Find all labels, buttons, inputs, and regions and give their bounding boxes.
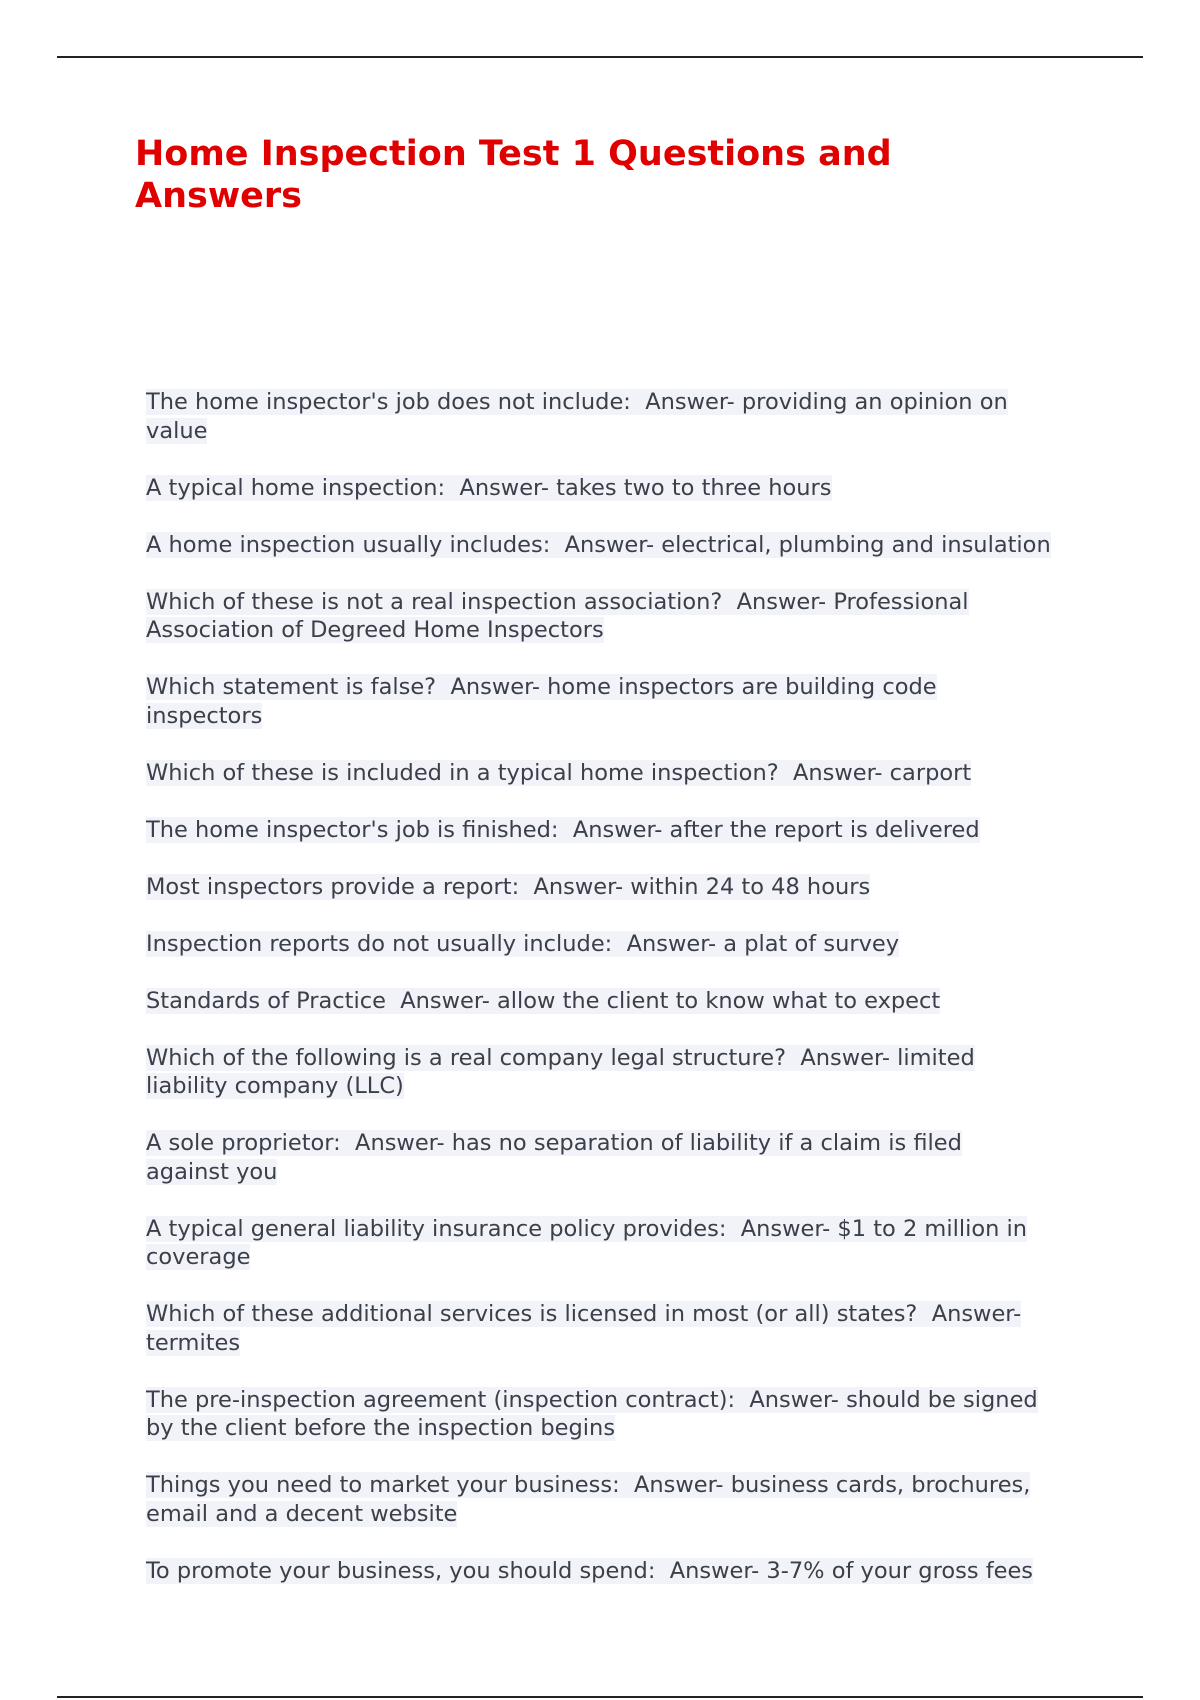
question-text: The home inspector's job is finished:: [146, 816, 559, 843]
qa-text: [146, 389, 1008, 444]
answer-text: Answer- after the report is delivered: [572, 816, 980, 843]
question-text: A sole proprietor:: [146, 1130, 341, 1156]
answer-text: Answer- termites: [146, 1301, 1022, 1356]
qa-text: [146, 817, 980, 843]
question-text: A typical general liability insurance policy provides:: [146, 1215, 727, 1242]
qa-text: [146, 589, 969, 644]
qa-text: [146, 1472, 1030, 1527]
answer-text: Answer- has no separation of liability if a claim is filed against you: [146, 1130, 962, 1185]
qa-item: [146, 1215, 1051, 1272]
question-text: Which of the following is a real company legal structure?: [146, 1044, 787, 1071]
answer-text: Answer- business cards, brochures, email and a decent website: [146, 1472, 1031, 1527]
bottom-divider: [57, 1696, 1143, 1698]
question-text: Inspection reports do not usually include:: [146, 930, 613, 957]
qa-item: [146, 588, 1051, 645]
question-text: Things you need to market your business:: [146, 1472, 620, 1498]
question-text: Which statement is false?: [146, 674, 437, 700]
qa-text: [146, 674, 937, 729]
qa-item: [146, 531, 1051, 560]
qa-item: [146, 759, 1051, 788]
qa-item: [146, 987, 1051, 1016]
qa-item: [146, 873, 1051, 902]
qa-text: [146, 760, 971, 786]
question-text: Most inspectors provide a report:: [146, 873, 520, 900]
qa-text: [146, 532, 1051, 558]
document-title: Home Inspection Test 1 Questions and Answers: [135, 134, 892, 216]
qa-item: [146, 673, 1051, 730]
answer-text: Answer- takes two to three hours: [459, 474, 832, 501]
question-text: A typical home inspection:: [146, 474, 446, 501]
answer-text: Answer- providing an opinion on value: [146, 389, 1008, 444]
qa-text: [146, 931, 899, 957]
answer-text: Answer- within 24 to 48 hours: [533, 873, 871, 900]
qa-item: [146, 474, 1051, 503]
qa-text: [146, 874, 870, 900]
question-text: Standards of Practice: [146, 987, 386, 1014]
qa-item: [146, 388, 1051, 445]
qa-text: [146, 1558, 1033, 1584]
answer-text: Answer- should be signed by the client before the inspection begins: [146, 1386, 1038, 1441]
answer-text: Answer- electrical, plumbing and insulation: [564, 531, 1051, 558]
answer-text: Answer- 3-7% of your gross fees: [669, 1557, 1034, 1584]
answer-text: Answer- a plat of survey: [626, 930, 900, 957]
qa-item: [146, 930, 1051, 959]
qa-text: [146, 1045, 975, 1100]
question-text: Which of these additional services is licensed in most (or all) states?: [146, 1301, 918, 1327]
question-text: Which of these is included in a typical home inspection?: [146, 759, 779, 786]
qa-text: [146, 988, 940, 1014]
answer-text: Answer- $1 to 2 million in coverage: [146, 1215, 1028, 1270]
qa-text: [146, 475, 832, 501]
qa-text: [146, 1216, 1027, 1271]
question-text: The pre-inspection agreement (inspection contract):: [146, 1386, 736, 1413]
answer-text: Answer- home inspectors are building code inspectors: [146, 674, 937, 729]
qa-item: [146, 1557, 1051, 1586]
qa-list: [146, 388, 1051, 1614]
qa-item: [146, 1129, 1051, 1186]
qa-text: [146, 1130, 962, 1185]
qa-text: [146, 1301, 1021, 1356]
qa-item: [146, 1300, 1051, 1357]
qa-item: [146, 816, 1051, 845]
qa-item: [146, 1044, 1051, 1101]
answer-text: Answer- carport: [792, 759, 972, 786]
qa-text: [146, 1387, 1038, 1442]
qa-item: [146, 1471, 1051, 1528]
question-text: The home inspector's job does not include:: [146, 389, 631, 415]
question-text: To promote your business, you should spend:: [146, 1557, 656, 1584]
question-text: Which of these is not a real inspection association?: [146, 588, 723, 615]
answer-text: Answer- allow the client to know what to expect: [400, 987, 941, 1014]
question-text: A home inspection usually includes:: [146, 531, 551, 558]
answer-text: Answer- limited liability company (LLC): [146, 1044, 975, 1099]
top-divider: [57, 56, 1143, 58]
answer-text: Answer- Professional Association of Degreed Home Inspectors: [146, 588, 969, 643]
qa-item: [146, 1386, 1051, 1443]
